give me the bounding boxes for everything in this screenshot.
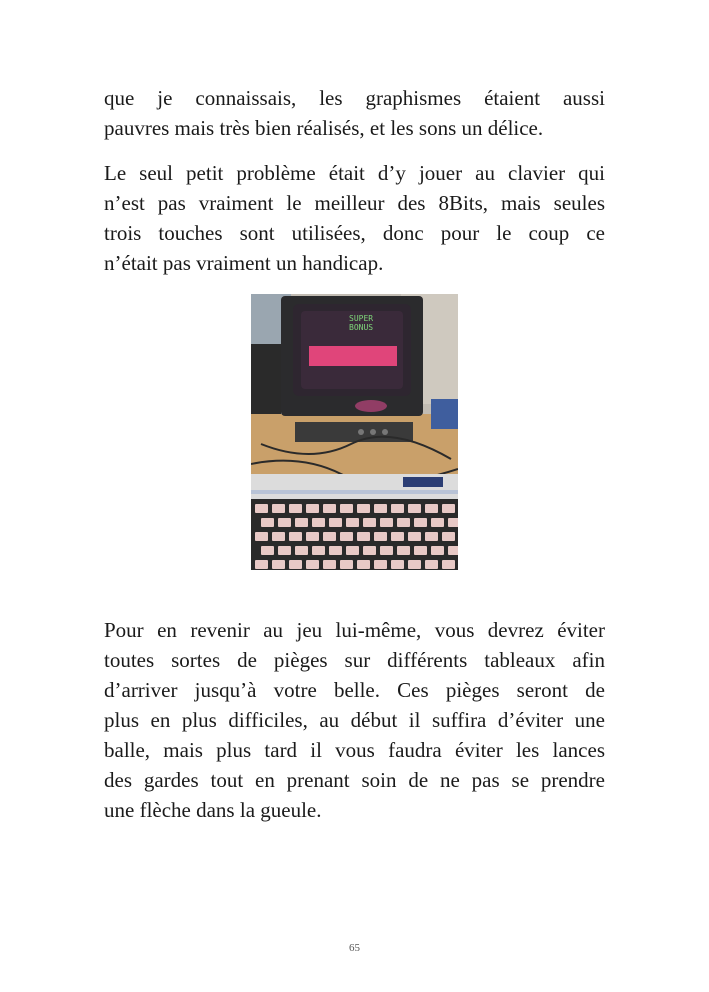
keyboard-key (323, 560, 336, 569)
screen-text-super: SUPER (349, 314, 374, 323)
retro-computer-photo (251, 294, 458, 570)
text-line: une flèche dans la gueule. (104, 798, 322, 822)
keyboard-key (340, 560, 353, 569)
brick-wall (309, 346, 397, 366)
text-line: pauvres mais très bien réalisés, et les sons un délice. (104, 116, 544, 140)
keyboard-key (357, 532, 370, 541)
page-number: 65 (349, 942, 360, 954)
keyboard-key (397, 518, 410, 527)
keyboard-key (414, 518, 427, 527)
keyboard-key (391, 560, 404, 569)
keyboard-key (261, 518, 274, 527)
keyboard-key (312, 546, 325, 555)
text-line: balle, mais plus tard il vous faudra éviter les lances (104, 738, 605, 762)
keyboard-key (431, 518, 444, 527)
keyboard-key (306, 504, 319, 513)
keyboard-key (425, 532, 438, 541)
keyboard-key (340, 504, 353, 513)
keyboard-key (374, 504, 387, 513)
keyboard-key (329, 546, 342, 555)
keyboard-key (289, 532, 302, 541)
text-line: Pour en revenir au jeu lui-même, vous devrez éviter (104, 618, 605, 642)
keyboard-key (442, 560, 455, 569)
text-line: des gardes tout en prenant soin de ne pas se prendre (104, 768, 605, 792)
paragraph-1 (104, 83, 605, 143)
keyboard-key (408, 532, 421, 541)
text-line: n’est pas vraiment le meilleur des 8Bits, mais seules (104, 191, 605, 215)
keyboard-key (374, 532, 387, 541)
text-line: n’était pas vraiment un handicap. (104, 251, 384, 275)
keyboard-key (448, 546, 458, 555)
keyboard-key (255, 532, 268, 541)
keyboard-key (289, 504, 302, 513)
keyboard-key (397, 546, 410, 555)
keyboard-key (346, 546, 359, 555)
keyboard-key (295, 518, 308, 527)
text-line: d’arriver jusqu’à votre belle. Ces pièges seront de (104, 678, 605, 702)
keyboard-key (261, 546, 274, 555)
keyboard-key (272, 504, 285, 513)
keyboard-key (374, 560, 387, 569)
keyboard-key (442, 532, 455, 541)
keyboard-key (363, 546, 376, 555)
keyboard-key (340, 532, 353, 541)
keyboard-key (380, 518, 393, 527)
screen-text-bonus: BONUS (349, 323, 374, 332)
keyboard-key (306, 532, 319, 541)
keyboard-key (272, 532, 285, 541)
keyboard-key (391, 504, 404, 513)
keyboard-key (278, 546, 291, 555)
paragraph-2 (104, 158, 605, 278)
keyboard-key (448, 518, 458, 527)
keyboard-key (414, 546, 427, 555)
keyboard-key (357, 560, 370, 569)
keyboard-key (323, 504, 336, 513)
keyboard-key (425, 560, 438, 569)
keyboard-key (255, 504, 268, 513)
keyboard-key (363, 518, 376, 527)
text-line: plus en plus difficiles, au début il suffira d’éviter une (104, 708, 605, 732)
text-line: trois touches sont utilisées, donc pour le coup ce (104, 221, 605, 245)
keyboard-key (255, 560, 268, 569)
keyboard-key (431, 546, 444, 555)
keyboard-key (306, 560, 319, 569)
text-line: que je connaissais, les graphismes étaient aussi (104, 86, 605, 110)
keyboard-key (295, 546, 308, 555)
keyboard-key (357, 504, 370, 513)
keyboard-key (391, 532, 404, 541)
keyboard-key (289, 560, 302, 569)
keyboard-key (312, 518, 325, 527)
photo-illustration (251, 294, 458, 570)
keyboard-key (408, 560, 421, 569)
keyboard-key (408, 504, 421, 513)
text-line: Le seul petit problème était d’y jouer au clavier qui (104, 161, 605, 185)
keyboard-key (323, 532, 336, 541)
keyboard-key (425, 504, 438, 513)
keyboard-key (272, 560, 285, 569)
text-line: toutes sortes de pièges sur différents tableaux afin (104, 648, 605, 672)
paragraph-3 (104, 615, 605, 825)
keyboard-key (278, 518, 291, 527)
keyboard-key (380, 546, 393, 555)
keyboard-key (329, 518, 342, 527)
keyboard-key (346, 518, 359, 527)
keyboard-key (442, 504, 455, 513)
